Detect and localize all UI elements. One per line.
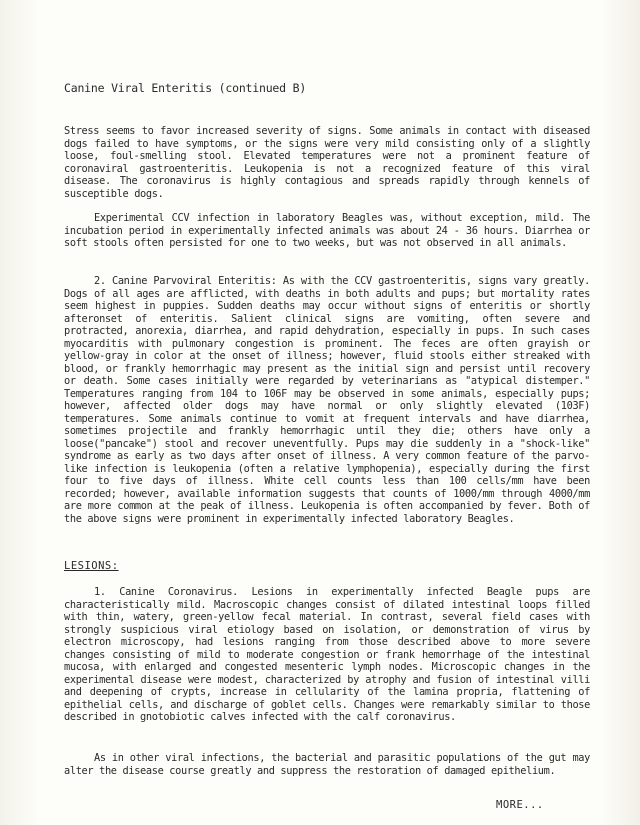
body-paragraph: As in other viral infections, the bacterial and parasitic populations of the gut may alter the disease course greatly and suppress the restoration of damaged epithelium. <box>64 752 590 777</box>
paragraph-stress <box>64 125 590 200</box>
page-heading: Canine Viral Enteritis (continued B) <box>64 81 307 95</box>
paragraph-parvoviral <box>64 275 590 525</box>
paragraph-experimental-ccv <box>64 212 590 250</box>
body-paragraph: 2. Canine Parvoviral Enteritis: As with the CCV gastroenteritis, signs vary greatly. Dogs of all ages are afflicted, with deaths in both adults and pups; but mortality rates seem highest in puppies. Sudden deaths may occur without signs of enteritis or shortly afteronset of enteritis. Salient clinical signs are vomiting, often severe and protracted, anorexia, diarrhea, and rapid dehydration, especially in pups. In such cases myocarditis with pulmonary congestion is prominent. The feces are often grayish or yellow-gray in color at the onset of illness; however, fluid stools either streaked with blood, or frankly hemorrhagic may present as the initial sign and persist until recovery or death. Some cases initially were regarded by veterinarians as "atypical distemper." Temperatures ranging from 104 to 106F may be observed in some animals, especially pups; however, affected older dogs may have normal or only slightly elevated (103F) temperatures. Some animals continue to vomit at frequent intervals and have diarrhea, sometimes projectile and frankly hemorrhagic until they die; others have only a loose("pancake") stool and recover uneventfully. Pups may die suddenly in a "shock-like" syndrome as early as two days after onset of illness. A very common feature of the parvo-like infection is leukopenia (often a relative lymphopenia), especially during the first four to five days of illness. White cell counts less than 100 cells/mm have been recorded; however, available information suggests that counts of 1000/mm through 4000/mm are more common at the peak of illness. Leukopenia is often accompanied by fever. Both of the above signs were prominent in experimentally infected laboratory Beagles. <box>64 275 590 525</box>
section-heading-lesions: LESIONS: <box>64 560 119 572</box>
body-paragraph: Experimental CCV infection in laboratory Beagles was, without exception, mild. The incubation period in experimentally infected animals was about 24 - 36 hours. Diarrhea or soft stools often persisted for one to two weeks, but was not observed in all animals. <box>64 212 590 249</box>
paragraph-canine-coronavirus-lesions <box>64 586 590 724</box>
paragraph-bacterial-parasitic <box>64 752 590 777</box>
body-paragraph: Stress seems to favor increased severity of signs. Some animals in contact with diseased dogs failed to have symptoms, or the signs were very mild consisting only of a slightly loose, foul-smelling stool. Elevated temperatures were not a prominent feature of coronaviral gastroenteritis. Leukopenia is not a recognized feature of this viral disease. The coronavirus is highly contagious and spreads rapidly through kennels of susceptible dogs. <box>64 125 590 200</box>
body-paragraph: 1. Canine Coronavirus. Lesions in experimentally infected Beagle pups are characteristically mild. Macroscopic changes consist of dilated intestinal loops filled with thin, watery, green-yellow fecal material. In contrast, several field cases with strongly suspicious viral etiology based on isolation, or demonstration of virus by electron microscopy, had lesions ranging from those described above to more severe changes consisting of mild to moderate congestion or frank hemorrhage of the intestinal mucosa, with enlarged and congested mesenteric lymph nodes. Microscopic changes in the experimental disease were modest, characterized by atrophy and fusion of intestinal villi and deepening of crypts, increase in cellularity of the lamina propria, flattening of epithelial cells, and discharge of goblet cells. Changes were remarkably similar to those described in gnotobiotic calves infected with the calf coronavirus. <box>64 586 590 723</box>
continuation-marker: MORE... <box>496 799 544 811</box>
